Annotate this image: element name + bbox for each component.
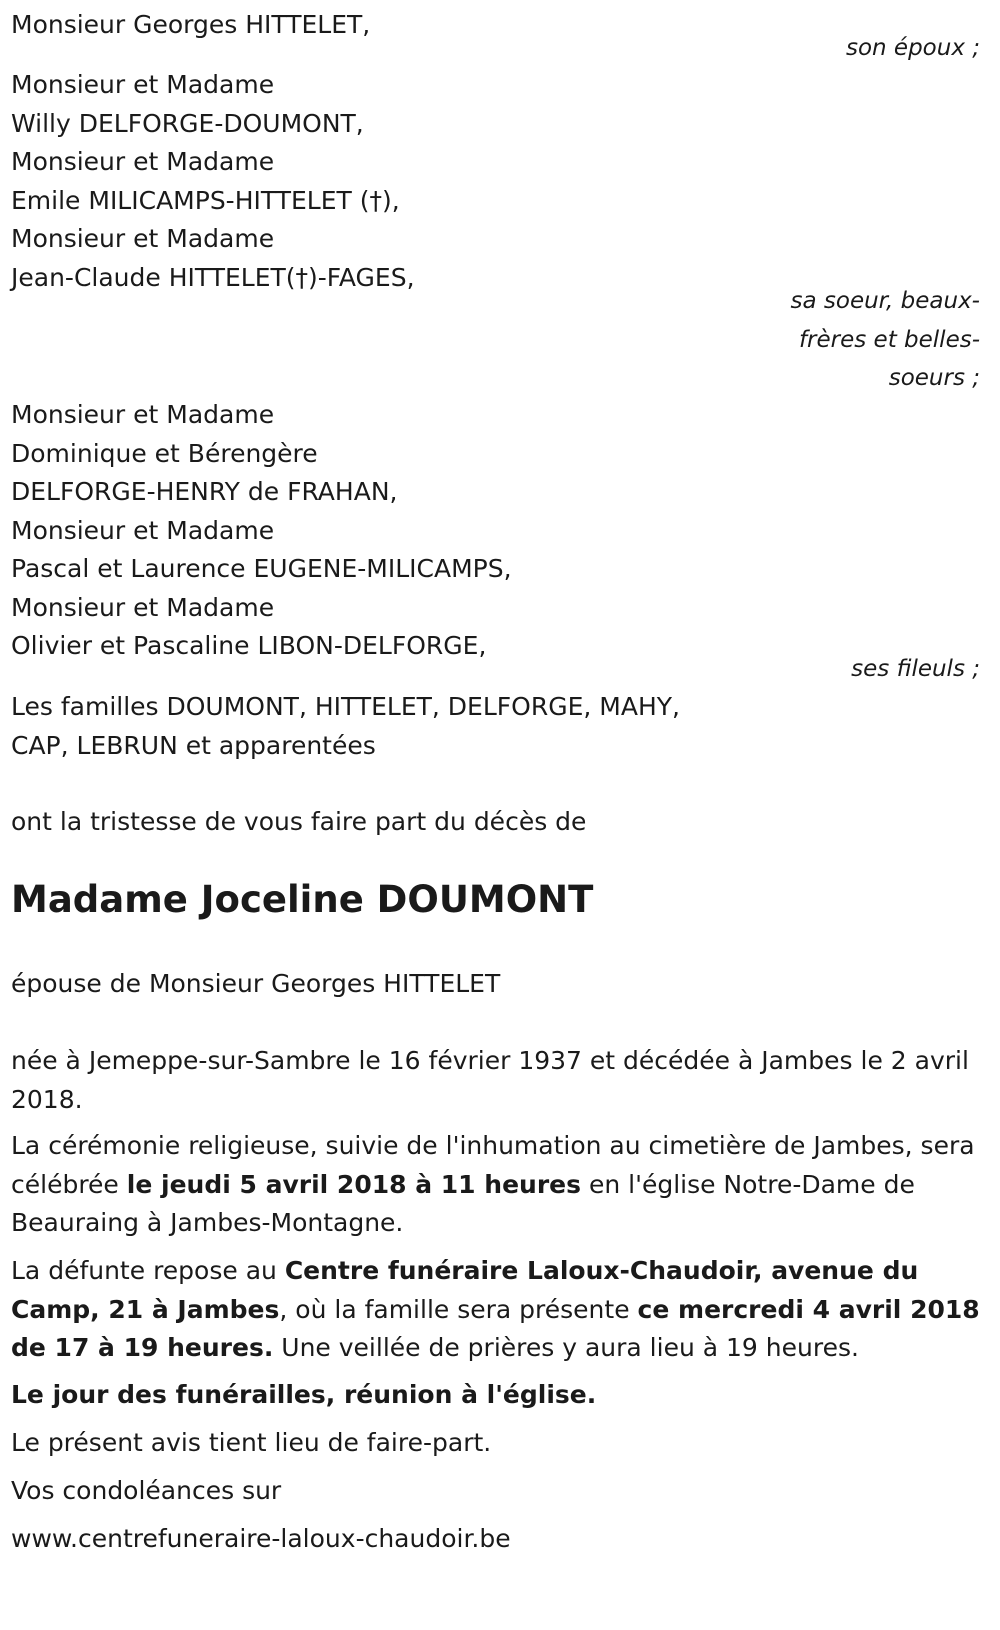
avis-text: Le présent avis tient lieu de faire-part. [11, 1428, 492, 1457]
name-line: DELFORGE-HENRY de FRAHAN, [11, 477, 398, 506]
name-line: Jean-Claude HITTELET(†)-FAGES, [11, 262, 415, 292]
relation-line: frères et belles- [798, 326, 980, 353]
epoux-relation: son époux ; [845, 35, 980, 61]
name-line: Monsieur et Madame [11, 224, 275, 253]
soeur-relation [791, 282, 980, 398]
repose-post: Une veillée de prières y aura lieu à 19 heures. [273, 1333, 859, 1362]
name-line: Monsieur et Madame [11, 70, 275, 99]
soeur-block [11, 66, 415, 297]
repose-text [11, 1252, 986, 1368]
spouse-line: épouse de Monsieur Georges HITTELET [11, 969, 501, 998]
name-line: Dominique et Bérengère [11, 438, 318, 468]
familles-line: CAP, LEBRUN et apparentées [11, 730, 376, 760]
repose-place: Centre funéraire Laloux-Chaudoir, avenue du Camp, 21 à Jambes [11, 1256, 919, 1324]
deceased-name: Madame Joceline DOUMONT [11, 878, 594, 921]
ceremony-date: le jeudi 5 avril 2018 à 11 heures [126, 1169, 581, 1199]
ceremony-text [11, 1127, 986, 1243]
reunion-text: Le jour des funérailles, réunion à l'église. [11, 1380, 597, 1409]
condoleances-label: Vos condoléances sur [11, 1476, 282, 1505]
name-line: Monsieur et Madame [11, 592, 275, 622]
ceremony-pre: La cérémonie religieuse, suivie de l'inhumation au cimetière de Jambes, sera célébrée [11, 1131, 975, 1199]
familles-line: Les familles DOUMONT, HITTELET, DELFORGE, MAHY, [11, 692, 680, 721]
repose-mid: , où la famille sera présente [279, 1294, 638, 1324]
name-line: Emile MILICAMPS-HITTELET (†), [11, 185, 400, 215]
website-link[interactable]: www.centrefuneraire-laloux-chaudoir.be [11, 1524, 511, 1553]
repose-pre: La défunte repose au [11, 1256, 285, 1285]
relation-line: sa soeur, beaux- [790, 288, 980, 314]
epoux-name: Monsieur Georges HITTELET, [11, 10, 371, 39]
ceremony-post: en l'église Notre-Dame de Beauraing à Jambes-Montagne. [11, 1169, 915, 1237]
epoux-block [11, 6, 370, 45]
familles-block [11, 688, 680, 765]
repose-when: ce mercredi 4 avril 2018 de 17 à 19 heures. [11, 1294, 980, 1362]
fileuls-relation: ses fileuls ; [851, 656, 980, 682]
announce-text: ont la tristesse de vous faire part du décès de [11, 807, 587, 836]
name-line: Olivier et Pascaline LIBON-DELFORGE, [11, 631, 487, 660]
name-line: Willy DELFORGE-DOUMONT, [11, 108, 364, 138]
name-line: Monsieur et Madame [11, 400, 275, 429]
relation-line: soeurs ; [888, 365, 980, 391]
birth-death-text: née à Jemeppe-sur-Sambre le 16 février 1937 et décédée à Jambes le 2 avril 2018. [11, 1046, 969, 1114]
name-line: Monsieur et Madame [11, 147, 275, 176]
name-line: Monsieur et Madame [11, 515, 275, 545]
name-line: Pascal et Laurence EUGENE-MILICAMPS, [11, 554, 512, 583]
fileuls-block [11, 396, 512, 666]
